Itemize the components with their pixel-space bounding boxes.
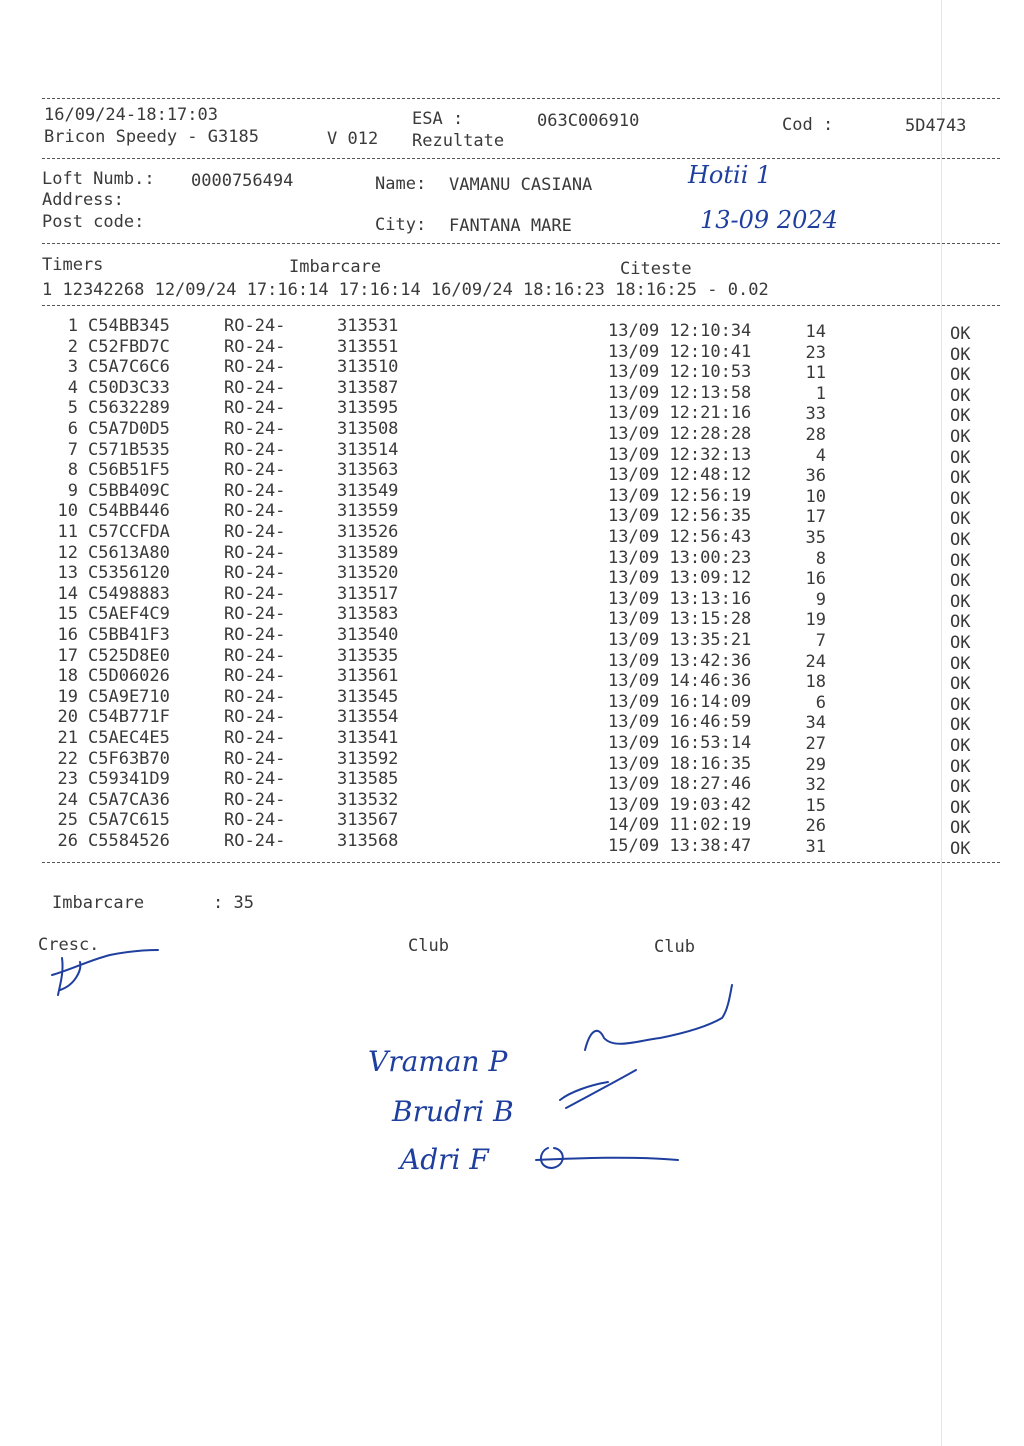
arrival-time: 13/09 12:48:12 [608,465,752,486]
ring-number: 313595 [337,398,399,419]
row-index: 8 [67,460,78,481]
rank: 35 [805,528,826,548]
ring-prefix: RO-24- [224,419,286,439]
row-index: 25 [57,810,78,831]
ring-code: C5BB41F3 [88,625,170,645]
rank: 11 [805,363,826,384]
status: OK [950,324,971,344]
rank: 14 [805,322,826,342]
ring-code: C5A7C6C6 [88,357,170,378]
row-index: 13 [57,563,78,584]
report-mode: Rezultate [412,131,505,151]
row-index: 19 [57,686,78,707]
ring-number: 313583 [337,604,399,625]
rank: 34 [805,713,826,734]
ring-number: 313551 [337,336,399,357]
ring-number: 313541 [337,728,399,748]
ring-prefix: RO-24- [224,439,286,460]
ring-code: C56B51F5 [88,460,170,481]
ring-code: C54BB345 [88,316,170,336]
handwritten-date: 13-09 2024 [700,206,838,234]
esa-value: 063C006910 [537,111,640,131]
row-index: 14 [57,583,78,604]
arrival-time: 14/09 11:02:19 [608,815,752,836]
ring-number: 313526 [337,522,399,542]
row-index: 12 [57,542,78,563]
arrival-time: 13/09 19:03:42 [608,794,752,815]
row-index: 17 [57,645,78,666]
ring-code: C5F63B70 [88,748,170,769]
rank: 1 [815,383,826,404]
ring-code: C525D8E0 [88,645,170,666]
row-index: 15 [57,604,78,625]
ring-prefix: RO-24- [224,563,286,584]
status: OK [950,674,971,695]
rank: 6 [815,692,826,713]
row-index: 21 [57,728,78,748]
handwritten-name-2: Brudri B [392,1095,514,1128]
timer-line: 1 12342268 12/09/24 17:16:14 17:16:14 16/09/24 18:16:23 18:16:25 - 0.02 [42,280,769,300]
ring-code: C59341D9 [88,769,170,790]
ring-prefix: RO-24- [224,357,286,378]
rank: 16 [805,569,826,590]
ring-code: C54BB446 [88,501,170,522]
ring-prefix: RO-24- [224,460,286,481]
ring-prefix: RO-24- [224,501,286,522]
ring-code: C5A9E710 [88,686,170,707]
device-name: Bricon Speedy - G3185 [44,127,259,147]
rank: 4 [815,445,826,466]
ring-code: C5613A80 [88,542,170,563]
cod-label: Cod : [782,115,834,135]
status: OK [950,653,971,674]
row-index: 3 [67,357,78,378]
ring-code: C5584526 [88,831,170,851]
arrival-time: 13/09 18:27:46 [608,774,752,795]
row-index: 7 [67,439,78,460]
ring-code: C5AEF4C9 [88,604,170,625]
ring-prefix: RO-24- [224,522,286,542]
esa-label: ESA : [412,109,464,129]
status: OK [950,715,971,736]
ring-number: 313587 [337,377,399,398]
ring-code: C5D06026 [88,666,170,687]
ring-prefix: RO-24- [224,625,286,645]
ring-number: 313508 [337,419,399,439]
rank: 29 [805,754,826,775]
ring-number: 313540 [337,625,399,645]
rank: 17 [805,507,826,528]
arrival-time: 13/09 12:32:13 [608,444,752,465]
status: OK [950,633,971,653]
address-label: Address: [42,190,124,210]
device-version: V 012 [327,129,379,149]
arrival-time: 13/09 12:56:43 [608,527,752,547]
status: OK [950,365,971,386]
ring-number: 313589 [337,542,399,563]
rank: 8 [815,548,826,569]
rank: 9 [815,589,826,610]
arrival-time: 13/09 12:21:16 [608,403,752,424]
ring-code: C5632289 [88,398,170,419]
handwritten-note: Hotii 1 [688,161,772,189]
row-index: 9 [67,480,78,501]
rank: 33 [805,404,826,425]
row-index: 2 [67,336,78,357]
status: OK [950,509,971,530]
status: OK [950,797,971,818]
arrival-time: 13/09 12:56:19 [608,485,752,506]
rank: 7 [815,631,826,651]
row-index: 10 [57,501,78,522]
status: OK [950,344,971,365]
status: OK [950,550,971,571]
cresc-label: Cresc. [38,935,100,955]
status: OK [950,756,971,777]
ring-code: C5A7CA36 [88,789,170,810]
ring-prefix: RO-24- [224,686,286,707]
timers-label: Timers [42,255,104,275]
ring-code: C57CCFDA [88,522,170,542]
ring-code: C5356120 [88,563,170,584]
ring-prefix: RO-24- [224,604,286,625]
signature-club-2 [560,1070,636,1108]
ring-number: 313520 [337,563,399,584]
arrival-time: 13/09 16:14:09 [608,691,752,712]
ring-prefix: RO-24- [224,810,286,831]
status: OK [950,591,971,612]
ring-number: 313535 [337,645,399,666]
handwritten-name-1: Vraman P [368,1045,508,1078]
ring-code: C5AEC4E5 [88,728,170,748]
ring-code: C50D3C33 [88,377,170,398]
ring-code: C54B771F [88,707,170,728]
ring-number: 313510 [337,357,399,378]
rank: 15 [805,795,826,816]
ring-number: 313561 [337,666,399,687]
status: OK [950,468,971,489]
ring-prefix: RO-24- [224,583,286,604]
citeste-header: Citeste [620,259,692,279]
status: OK [950,818,971,839]
ring-prefix: RO-24- [224,542,286,563]
imbarcare-total-value: : 35 [213,893,254,913]
row-index: 23 [57,769,78,790]
arrival-time: 13/09 12:28:28 [608,424,752,444]
cod-value: 5D4743 [905,116,967,136]
status: OK [950,385,971,406]
ring-prefix: RO-24- [224,645,286,666]
ring-code: C5A7D0D5 [88,419,170,439]
arrival-time: 13/09 13:00:23 [608,547,752,568]
handwritten-name-3: Adri F [400,1143,489,1176]
ring-code: C571B535 [88,439,170,460]
name-label: Name: [375,174,427,194]
rank: 26 [805,816,826,837]
arrival-time: 15/09 13:38:47 [608,836,752,856]
ring-code: C52FBD7C [88,336,170,357]
status: OK [950,736,971,756]
ring-prefix: RO-24- [224,336,286,357]
ring-prefix: RO-24- [224,769,286,790]
rank: 32 [805,775,826,796]
rank: 27 [805,734,826,754]
row-index: 4 [67,377,78,398]
status: OK [950,777,971,798]
rank: 18 [805,672,826,693]
club-label-1: Club [408,936,449,956]
status: OK [950,694,971,715]
row-index: 16 [57,625,78,645]
status: OK [950,427,971,447]
ring-code: C5498883 [88,583,170,604]
ring-prefix: RO-24- [224,748,286,769]
ring-number: 313592 [337,748,399,769]
ring-prefix: RO-24- [224,831,286,851]
print-datetime: 16/09/24-18:17:03 [44,105,218,125]
status: OK [950,530,971,550]
status: OK [950,612,971,633]
loft-number-value: 0000756494 [191,171,294,191]
ring-number: 313563 [337,460,399,481]
ring-number: 313568 [337,831,399,851]
rank: 31 [805,837,826,857]
row-index: 20 [57,707,78,728]
signature-cresc [52,950,158,995]
ring-prefix: RO-24- [224,377,286,398]
ring-code: C5A7C615 [88,810,170,831]
ring-prefix: RO-24- [224,666,286,687]
status: OK [950,406,971,427]
row-index: 26 [57,831,78,851]
rank: 24 [805,651,826,672]
row-index: 24 [57,789,78,810]
ring-number: 313554 [337,707,399,728]
signature-club-3 [536,1148,678,1168]
rank: 28 [805,425,826,445]
ring-prefix: RO-24- [224,480,286,501]
ring-number: 313549 [337,480,399,501]
status: OK [950,839,971,859]
ring-prefix: RO-24- [224,728,286,748]
city-label: City: [375,215,427,235]
arrival-time: 13/09 13:42:36 [608,650,752,671]
arrival-time: 13/09 13:35:21 [608,630,752,650]
rank: 10 [805,486,826,507]
arrival-time: 13/09 13:15:28 [608,609,752,630]
ring-number: 313514 [337,439,399,460]
arrival-time: 13/09 12:10:34 [608,321,752,341]
row-index: 18 [57,666,78,687]
loft-number-label: Loft Numb.: [42,169,155,189]
row-index: 6 [67,419,78,439]
ring-prefix: RO-24- [224,316,286,336]
ring-number: 313585 [337,769,399,790]
arrival-time: 13/09 12:56:35 [608,506,752,527]
status: OK [950,488,971,509]
ring-prefix: RO-24- [224,707,286,728]
arrival-time: 13/09 16:46:59 [608,712,752,733]
city-value: FANTANA MARE [449,216,572,236]
row-index: 22 [57,748,78,769]
ring-code: C5BB409C [88,480,170,501]
ring-number: 313559 [337,501,399,522]
rank: 36 [805,466,826,487]
club-label-2: Club [654,937,695,957]
postcode-label: Post code: [42,212,145,232]
ring-number: 313567 [337,810,399,831]
ring-number: 313545 [337,686,399,707]
ring-prefix: RO-24- [224,398,286,419]
row-index: 1 [67,316,78,336]
arrival-time: 13/09 12:10:41 [608,341,752,362]
imbarcare-total-label: Imbarcare [52,893,145,913]
ring-number: 313532 [337,789,399,810]
status: OK [950,447,971,468]
arrival-time: 13/09 16:53:14 [608,733,752,753]
ring-number: 313517 [337,583,399,604]
rank: 23 [805,342,826,363]
imbarcare-header: Imbarcare [289,257,382,277]
arrival-time: 13/09 13:09:12 [608,568,752,589]
signature-club-1 [585,985,732,1050]
arrival-time: 13/09 14:46:36 [608,671,752,692]
rank: 19 [805,610,826,631]
arrival-time: 13/09 13:13:16 [608,588,752,609]
ring-prefix: RO-24- [224,789,286,810]
arrival-time: 13/09 12:10:53 [608,362,752,383]
status: OK [950,571,971,592]
row-index: 11 [57,522,78,542]
arrival-time: 13/09 12:13:58 [608,382,752,403]
ring-number: 313531 [337,316,399,336]
row-index: 5 [67,398,78,419]
name-value: VAMANU CASIANA [449,175,593,195]
arrival-time: 13/09 18:16:35 [608,753,752,774]
